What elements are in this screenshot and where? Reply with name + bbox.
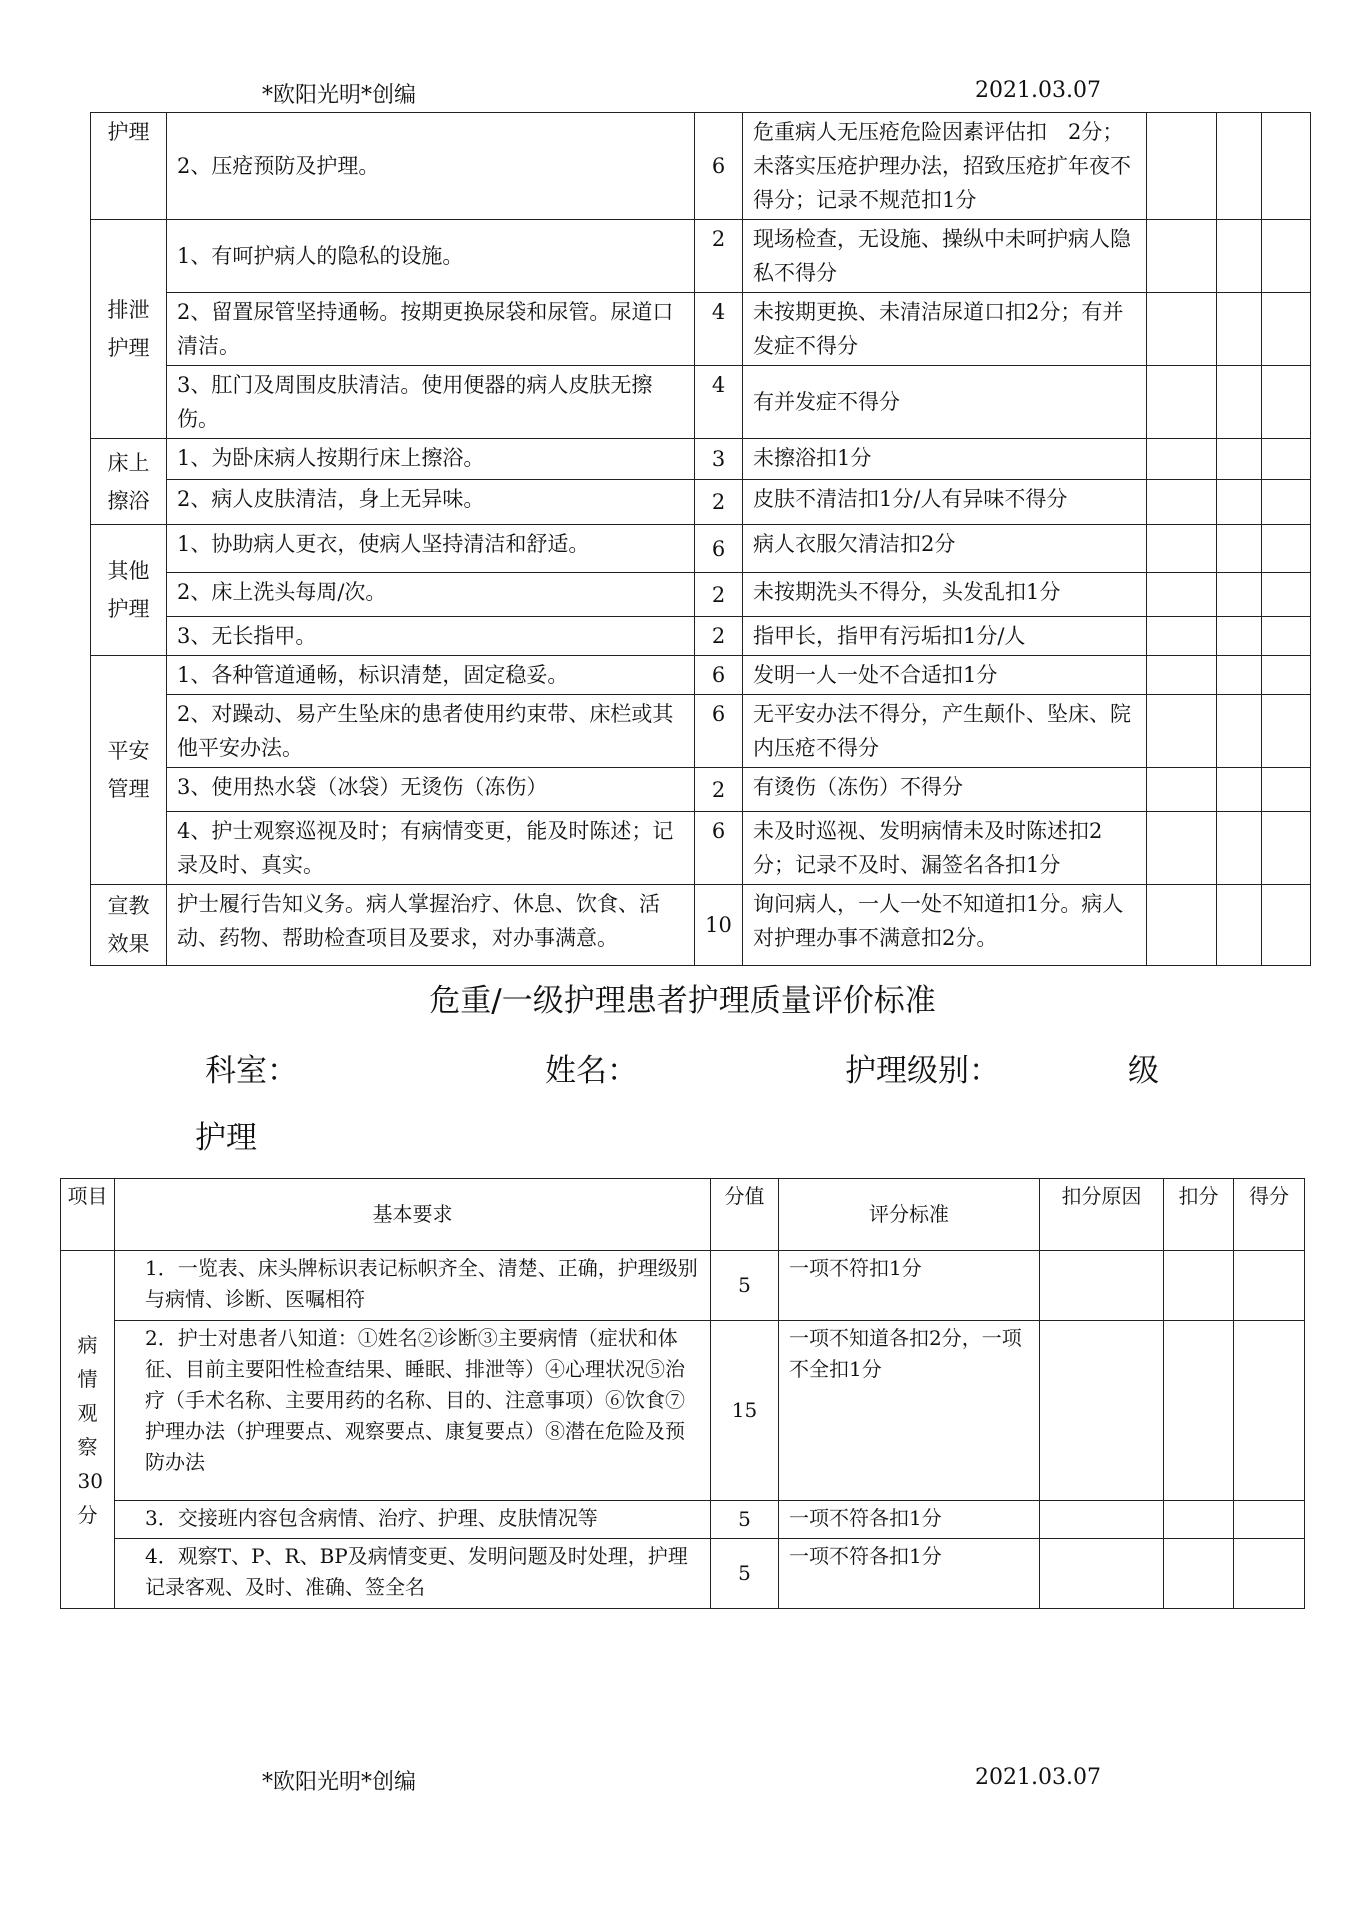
score-cell: 6 [695, 525, 743, 573]
header-item: 项目 [61, 1179, 115, 1251]
header-author: *欧阳光明*创编 [262, 83, 417, 108]
requirement-cell: 2、对躁动、易产生坠床的患者使用约束带、床栏或其他平安办法。 [167, 695, 695, 768]
standard-cell: 发明一人一处不合适扣1分 [743, 656, 1147, 695]
score-cell: 10 [695, 885, 743, 966]
standard-cell: 有烫伤（冻伤）不得分 [743, 768, 1147, 812]
empty-cell [1217, 695, 1262, 768]
header-requirement: 基本要求 [115, 1179, 711, 1251]
table-row [91, 885, 1311, 966]
table-row [91, 812, 1311, 885]
score-cell: 5 [711, 1539, 779, 1609]
empty-cell [1040, 1501, 1164, 1539]
level-suffix: 级 [1128, 1053, 1159, 1089]
score-cell: 2 [695, 617, 743, 656]
requirement-cell: 2、床上洗头每周/次。 [167, 573, 695, 617]
empty-cell [1217, 439, 1262, 480]
standard-cell: 一项不符扣1分 [779, 1251, 1040, 1321]
empty-cell [1147, 617, 1217, 656]
empty-cell [1217, 293, 1262, 366]
requirement-cell: 1、各种管道通畅，标识清楚，固定稳妥。 [167, 656, 695, 695]
category-cell: 宣教效果 [91, 885, 167, 966]
score-cell: 6 [695, 113, 743, 220]
empty-cell [1147, 768, 1217, 812]
score-cell: 4 [695, 366, 743, 439]
standard-cell: 未按期洗头不得分，头发乱扣1分 [743, 573, 1147, 617]
empty-cell [1262, 220, 1311, 293]
empty-cell [1040, 1539, 1164, 1609]
table-row [61, 1251, 1305, 1321]
category-cell: 护理 [91, 113, 167, 220]
table-row [91, 480, 1311, 525]
empty-cell [1262, 439, 1311, 480]
empty-cell [1147, 113, 1217, 220]
empty-cell [1217, 885, 1262, 966]
score-cell: 2 [695, 480, 743, 525]
score-cell: 2 [695, 220, 743, 293]
requirement-cell: 1、为卧床病人按期行床上擦浴。 [167, 439, 695, 480]
table-row [91, 220, 1311, 293]
table-row [91, 113, 1311, 220]
score-cell: 6 [695, 812, 743, 885]
empty-cell [1147, 366, 1217, 439]
empty-cell [1262, 573, 1311, 617]
empty-cell [1217, 480, 1262, 525]
empty-cell [1217, 573, 1262, 617]
empty-cell [1217, 113, 1262, 220]
table-row [91, 366, 1311, 439]
empty-cell [1147, 812, 1217, 885]
category-cell: 平安管理 [91, 656, 167, 885]
empty-cell [1217, 525, 1262, 573]
empty-cell [1147, 656, 1217, 695]
requirement-cell: 2．护士对患者八知道：①姓名②诊断③主要病情（症状和体征、目前主要阳性检查结果、睡眠、排泄等）④心理状况⑤治疗（手术名称、主要用药的名称、目的、注意事项）⑥饮食⑦护理办法（护理要点、观察要点、康复要点）⑧潜在危险及预防办法 [115, 1321, 711, 1501]
empty-cell [1147, 885, 1217, 966]
score-cell: 2 [695, 573, 743, 617]
score-cell: 6 [695, 656, 743, 695]
name-label: 姓名： [545, 1053, 638, 1089]
category-cell: 其他护理 [91, 525, 167, 656]
table-row [91, 617, 1311, 656]
requirement-cell: 3、使用热水袋（冰袋）无烫伤（冻伤） [167, 768, 695, 812]
standard-cell: 一项不符各扣1分 [779, 1539, 1040, 1609]
requirement-cell: 3、无长指甲。 [167, 617, 695, 656]
empty-cell [1262, 617, 1311, 656]
table-row [91, 439, 1311, 480]
level-tail: 护理 [195, 1120, 257, 1156]
requirement-cell: 2、留置尿管坚持通畅。按期更换尿袋和尿管。尿道口清洁。 [167, 293, 695, 366]
empty-cell [1262, 480, 1311, 525]
header-standard: 评分标准 [779, 1179, 1040, 1251]
category-cell: 床上擦浴 [91, 439, 167, 525]
standard-cell: 无平安办法不得分，产生颠仆、坠床、院内压疮不得分 [743, 695, 1147, 768]
requirement-cell: 3、肛门及周围皮肤清洁。使用便器的病人皮肤无擦伤。 [167, 366, 695, 439]
evaluation-table-continued [90, 112, 1311, 966]
table-row [61, 1501, 1305, 1539]
level-label: 护理级别： [845, 1053, 1000, 1089]
form-title: 危重/一级护理患者护理质量评价标准 [429, 983, 936, 1019]
empty-cell [1262, 885, 1311, 966]
empty-cell [1164, 1321, 1234, 1501]
score-cell: 4 [695, 293, 743, 366]
table-row [61, 1321, 1305, 1501]
empty-cell [1164, 1501, 1234, 1539]
standard-cell: 现场检查，无设施、操纵中未呵护病人隐私不得分 [743, 220, 1147, 293]
empty-cell [1262, 293, 1311, 366]
table-header-row [61, 1179, 1305, 1251]
standard-cell: 询问病人，一人一处不知道扣1分。病人对护理办事不满意扣2分。 [743, 885, 1147, 966]
empty-cell [1262, 812, 1311, 885]
score-cell: 5 [711, 1251, 779, 1321]
category-cell: 病情观察30分 [61, 1251, 115, 1609]
empty-cell [1262, 366, 1311, 439]
empty-cell [1234, 1501, 1305, 1539]
empty-cell [1217, 220, 1262, 293]
standard-cell: 有并发症不得分 [743, 366, 1147, 439]
requirement-cell: 1、协助病人更衣，使病人坚持清洁和舒适。 [167, 525, 695, 573]
requirement-cell: 2、病人皮肤清洁，身上无异味。 [167, 480, 695, 525]
requirement-cell: 3．交接班内容包含病情、治疗、护理、皮肤情况等 [115, 1501, 711, 1539]
empty-cell [1234, 1539, 1305, 1609]
requirement-cell: 4．观察T、P、R、BP及病情变更、发明问题及时处理，护理记录客观、及时、准确、签全名 [115, 1539, 711, 1609]
table-row [91, 695, 1311, 768]
category-cell: 排泄护理 [91, 220, 167, 439]
standard-cell: 病人衣服欠清洁扣2分 [743, 525, 1147, 573]
standard-cell: 未擦浴扣1分 [743, 439, 1147, 480]
score-cell: 5 [711, 1501, 779, 1539]
table-row [91, 573, 1311, 617]
empty-cell [1147, 293, 1217, 366]
empty-cell [1217, 768, 1262, 812]
standard-cell: 皮肤不清洁扣1分/人有异味不得分 [743, 480, 1147, 525]
empty-cell [1262, 525, 1311, 573]
empty-cell [1147, 220, 1217, 293]
empty-cell [1164, 1251, 1234, 1321]
footer-author: *欧阳光明*创编 [262, 1770, 417, 1795]
dept-label: 科室： [205, 1053, 298, 1089]
standard-cell: 指甲长，指甲有污垢扣1分/人 [743, 617, 1147, 656]
header-reason: 扣分原因 [1040, 1179, 1164, 1251]
requirement-cell: 护士履行告知义务。病人掌握治疗、休息、饮食、活动、药物、帮助检查项目及要求，对办事满意。 [167, 885, 695, 966]
empty-cell [1147, 480, 1217, 525]
empty-cell [1262, 768, 1311, 812]
empty-cell [1234, 1321, 1305, 1501]
footer-date: 2021.03.07 [975, 1765, 1101, 1790]
standard-cell: 未按期更换、未清洁尿道口扣2分；有并发症不得分 [743, 293, 1147, 366]
header-score: 分值 [711, 1179, 779, 1251]
header-final-score: 得分 [1234, 1179, 1305, 1251]
score-cell: 15 [711, 1321, 779, 1501]
score-cell: 3 [695, 439, 743, 480]
standard-cell: 一项不知道各扣2分，一项不全扣1分 [779, 1321, 1040, 1501]
requirement-cell: 1、有呵护病人的隐私的设施。 [167, 220, 695, 293]
empty-cell [1217, 656, 1262, 695]
empty-cell [1164, 1539, 1234, 1609]
empty-cell [1147, 439, 1217, 480]
empty-cell [1147, 525, 1217, 573]
header-deduction: 扣分 [1164, 1179, 1234, 1251]
standard-cell: 一项不符各扣1分 [779, 1501, 1040, 1539]
requirement-cell: 4、护士观察巡视及时；有病情变更，能及时陈述；记录及时、真实。 [167, 812, 695, 885]
empty-cell [1234, 1251, 1305, 1321]
empty-cell [1217, 812, 1262, 885]
table-row [91, 525, 1311, 573]
header-date: 2021.03.07 [975, 78, 1101, 103]
empty-cell [1262, 656, 1311, 695]
table-row [91, 293, 1311, 366]
score-cell: 2 [695, 768, 743, 812]
empty-cell [1217, 366, 1262, 439]
requirement-cell: 2、压疮预防及护理。 [167, 113, 695, 220]
requirement-cell: 1．一览表、床头牌标识表记标帜齐全、清楚、正确，护理级别与病情、诊断、医嘱相符 [115, 1251, 711, 1321]
standard-cell: 危重病人无压疮危险因素评估扣 2分；未落实压疮护理办法，招致压疮扩年夜不得分；记录不规范扣1分 [743, 113, 1147, 220]
score-cell: 6 [695, 695, 743, 768]
empty-cell [1262, 695, 1311, 768]
empty-cell [1147, 573, 1217, 617]
evaluation-table [60, 1178, 1305, 1609]
empty-cell [1040, 1251, 1164, 1321]
table-row [91, 656, 1311, 695]
empty-cell [1217, 617, 1262, 656]
empty-cell [1147, 695, 1217, 768]
table-row [61, 1539, 1305, 1609]
empty-cell [1262, 113, 1311, 220]
empty-cell [1040, 1321, 1164, 1501]
standard-cell: 未及时巡视、发明病情未及时陈述扣2分；记录不及时、漏签名各扣1分 [743, 812, 1147, 885]
table-row [91, 768, 1311, 812]
